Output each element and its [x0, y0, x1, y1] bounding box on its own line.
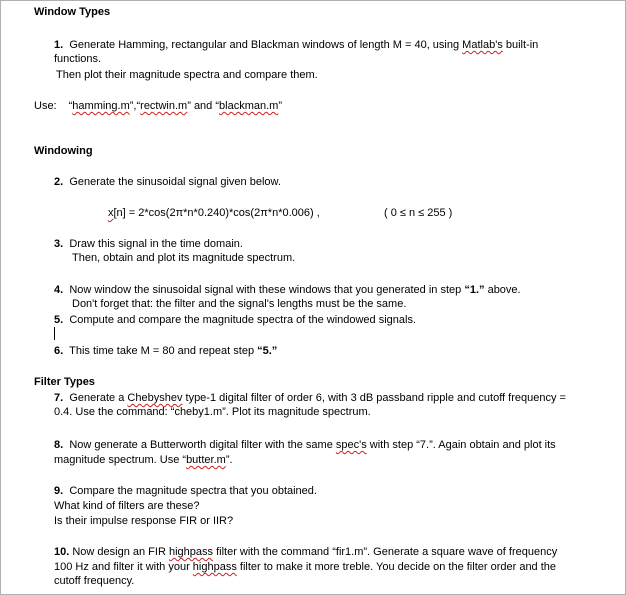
text-span: filter with the command “fir1.m”. Generate a square wave of frequency: [213, 546, 558, 558]
item-number: 10.: [54, 546, 70, 558]
text-span: Now generate a Butterworth digital filter with the same: [69, 439, 336, 451]
item-9-line-1: [54, 485, 317, 498]
spellcheck-word: rectwin.m: [140, 100, 188, 112]
text-span: built-in: [502, 39, 539, 51]
spellcheck-word: hamming.m: [72, 100, 130, 112]
text-cursor: [54, 327, 55, 340]
text-span: type-1 digital filter of order 6, with 3 dB passband ripple and cutoff frequency =: [182, 392, 566, 404]
text-span: ” and “: [187, 100, 220, 112]
item-4-line-2: Don't forget that: the filter and the signal's lengths must be the same.: [72, 298, 407, 310]
section-title-windowing: Windowing: [34, 145, 93, 157]
spellcheck-word: Matlab's: [462, 39, 503, 51]
item-number: 1.: [54, 39, 64, 51]
item-10-line-3: cutoff frequency.: [54, 575, 135, 587]
item-4-line-1: [54, 284, 521, 297]
text-span: Compute and compare the magnitude spectra of the windowed signals.: [69, 314, 417, 326]
spellcheck-word: spec's: [335, 439, 367, 451]
item-number: 5.: [54, 314, 64, 326]
item-number: 6.: [54, 345, 64, 357]
spellcheck-word: x: [108, 207, 114, 219]
item-6: [54, 345, 277, 358]
item-number: 9.: [54, 485, 64, 497]
text-span: “: [68, 100, 73, 112]
text-span: ”: [278, 100, 282, 112]
item-1-line-1: [54, 39, 538, 52]
bold-step-ref: “1.”: [464, 284, 485, 296]
bold-step-ref: “5.”: [257, 345, 278, 357]
text-span: ”,“: [129, 100, 141, 112]
spellcheck-word: blackman.m: [219, 100, 279, 112]
spellcheck-word: butter.m: [186, 454, 226, 466]
item-7-line-2: 0.4. Use the command: “cheby1.m”. Plot its magnitude spectrum.: [54, 406, 371, 418]
item-5: [54, 314, 416, 327]
text-span: [n] = 2*cos(2π*n*0.240)*cos(2π*n*0.006) ,: [113, 207, 320, 219]
text-span: with step “7.”. Again obtain and plot its: [366, 439, 556, 451]
spellcheck-word: highpass: [192, 561, 237, 573]
spellcheck-word: Chebyshev: [127, 392, 183, 404]
spellcheck-word: highpass: [168, 546, 214, 558]
item-number: 8.: [54, 439, 64, 451]
text-span: Generate Hamming, rectangular and Blackman windows of length M = 40, using: [69, 39, 463, 51]
item-3-line-2: Then, obtain and plot its magnitude spectrum.: [72, 252, 296, 264]
item-number: 2.: [54, 176, 64, 188]
text-span: ”.: [225, 454, 233, 466]
text-span: filter to make it more treble. You decide on the filter order and the: [236, 561, 557, 573]
section-title-window-types: Window Types: [34, 6, 111, 18]
signal-range: ( 0 ≤ n ≤ 255 ): [384, 207, 453, 219]
text-span: Generate a: [69, 392, 128, 404]
item-1-line-3: Then plot their magnitude spectra and compare them.: [56, 69, 318, 81]
text-span: Now design an FIR: [72, 546, 169, 558]
text-span: above.: [484, 284, 521, 296]
item-9-line-2: What kind of filters are these?: [54, 500, 200, 512]
item-number: 4.: [54, 284, 64, 296]
section-title-filter-types: Filter Types: [34, 376, 95, 388]
item-3-line-1: [54, 238, 243, 251]
item-9-line-3: Is their impulse response FIR or IIR?: [54, 515, 234, 527]
use-line: [34, 100, 282, 113]
item-10-line-1: [54, 546, 557, 559]
item-2: [54, 176, 281, 189]
item-1-line-2: functions.: [54, 53, 102, 65]
text-span: Now window the sinusoidal signal with these windows that you generated in step: [69, 284, 465, 296]
item-8-line-2: [54, 454, 233, 467]
signal-formula: [108, 207, 320, 220]
item-7-line-1: [54, 392, 566, 405]
text-span: 100 Hz and filter it with your: [54, 561, 193, 573]
text-span: This time take M = 80 and repeat step: [69, 345, 258, 357]
text-span: magnitude spectrum. Use “: [54, 454, 187, 466]
text-span: Generate the sinusoidal signal given below.: [69, 176, 281, 188]
item-10-line-2: [54, 561, 556, 574]
item-number: 3.: [54, 238, 64, 250]
item-8-line-1: [54, 439, 556, 452]
use-label: Use:: [34, 100, 57, 112]
text-span: Draw this signal in the time domain.: [69, 238, 243, 250]
item-number: 7.: [54, 392, 64, 404]
text-span: Compare the magnitude spectra that you obtained.: [69, 485, 317, 497]
